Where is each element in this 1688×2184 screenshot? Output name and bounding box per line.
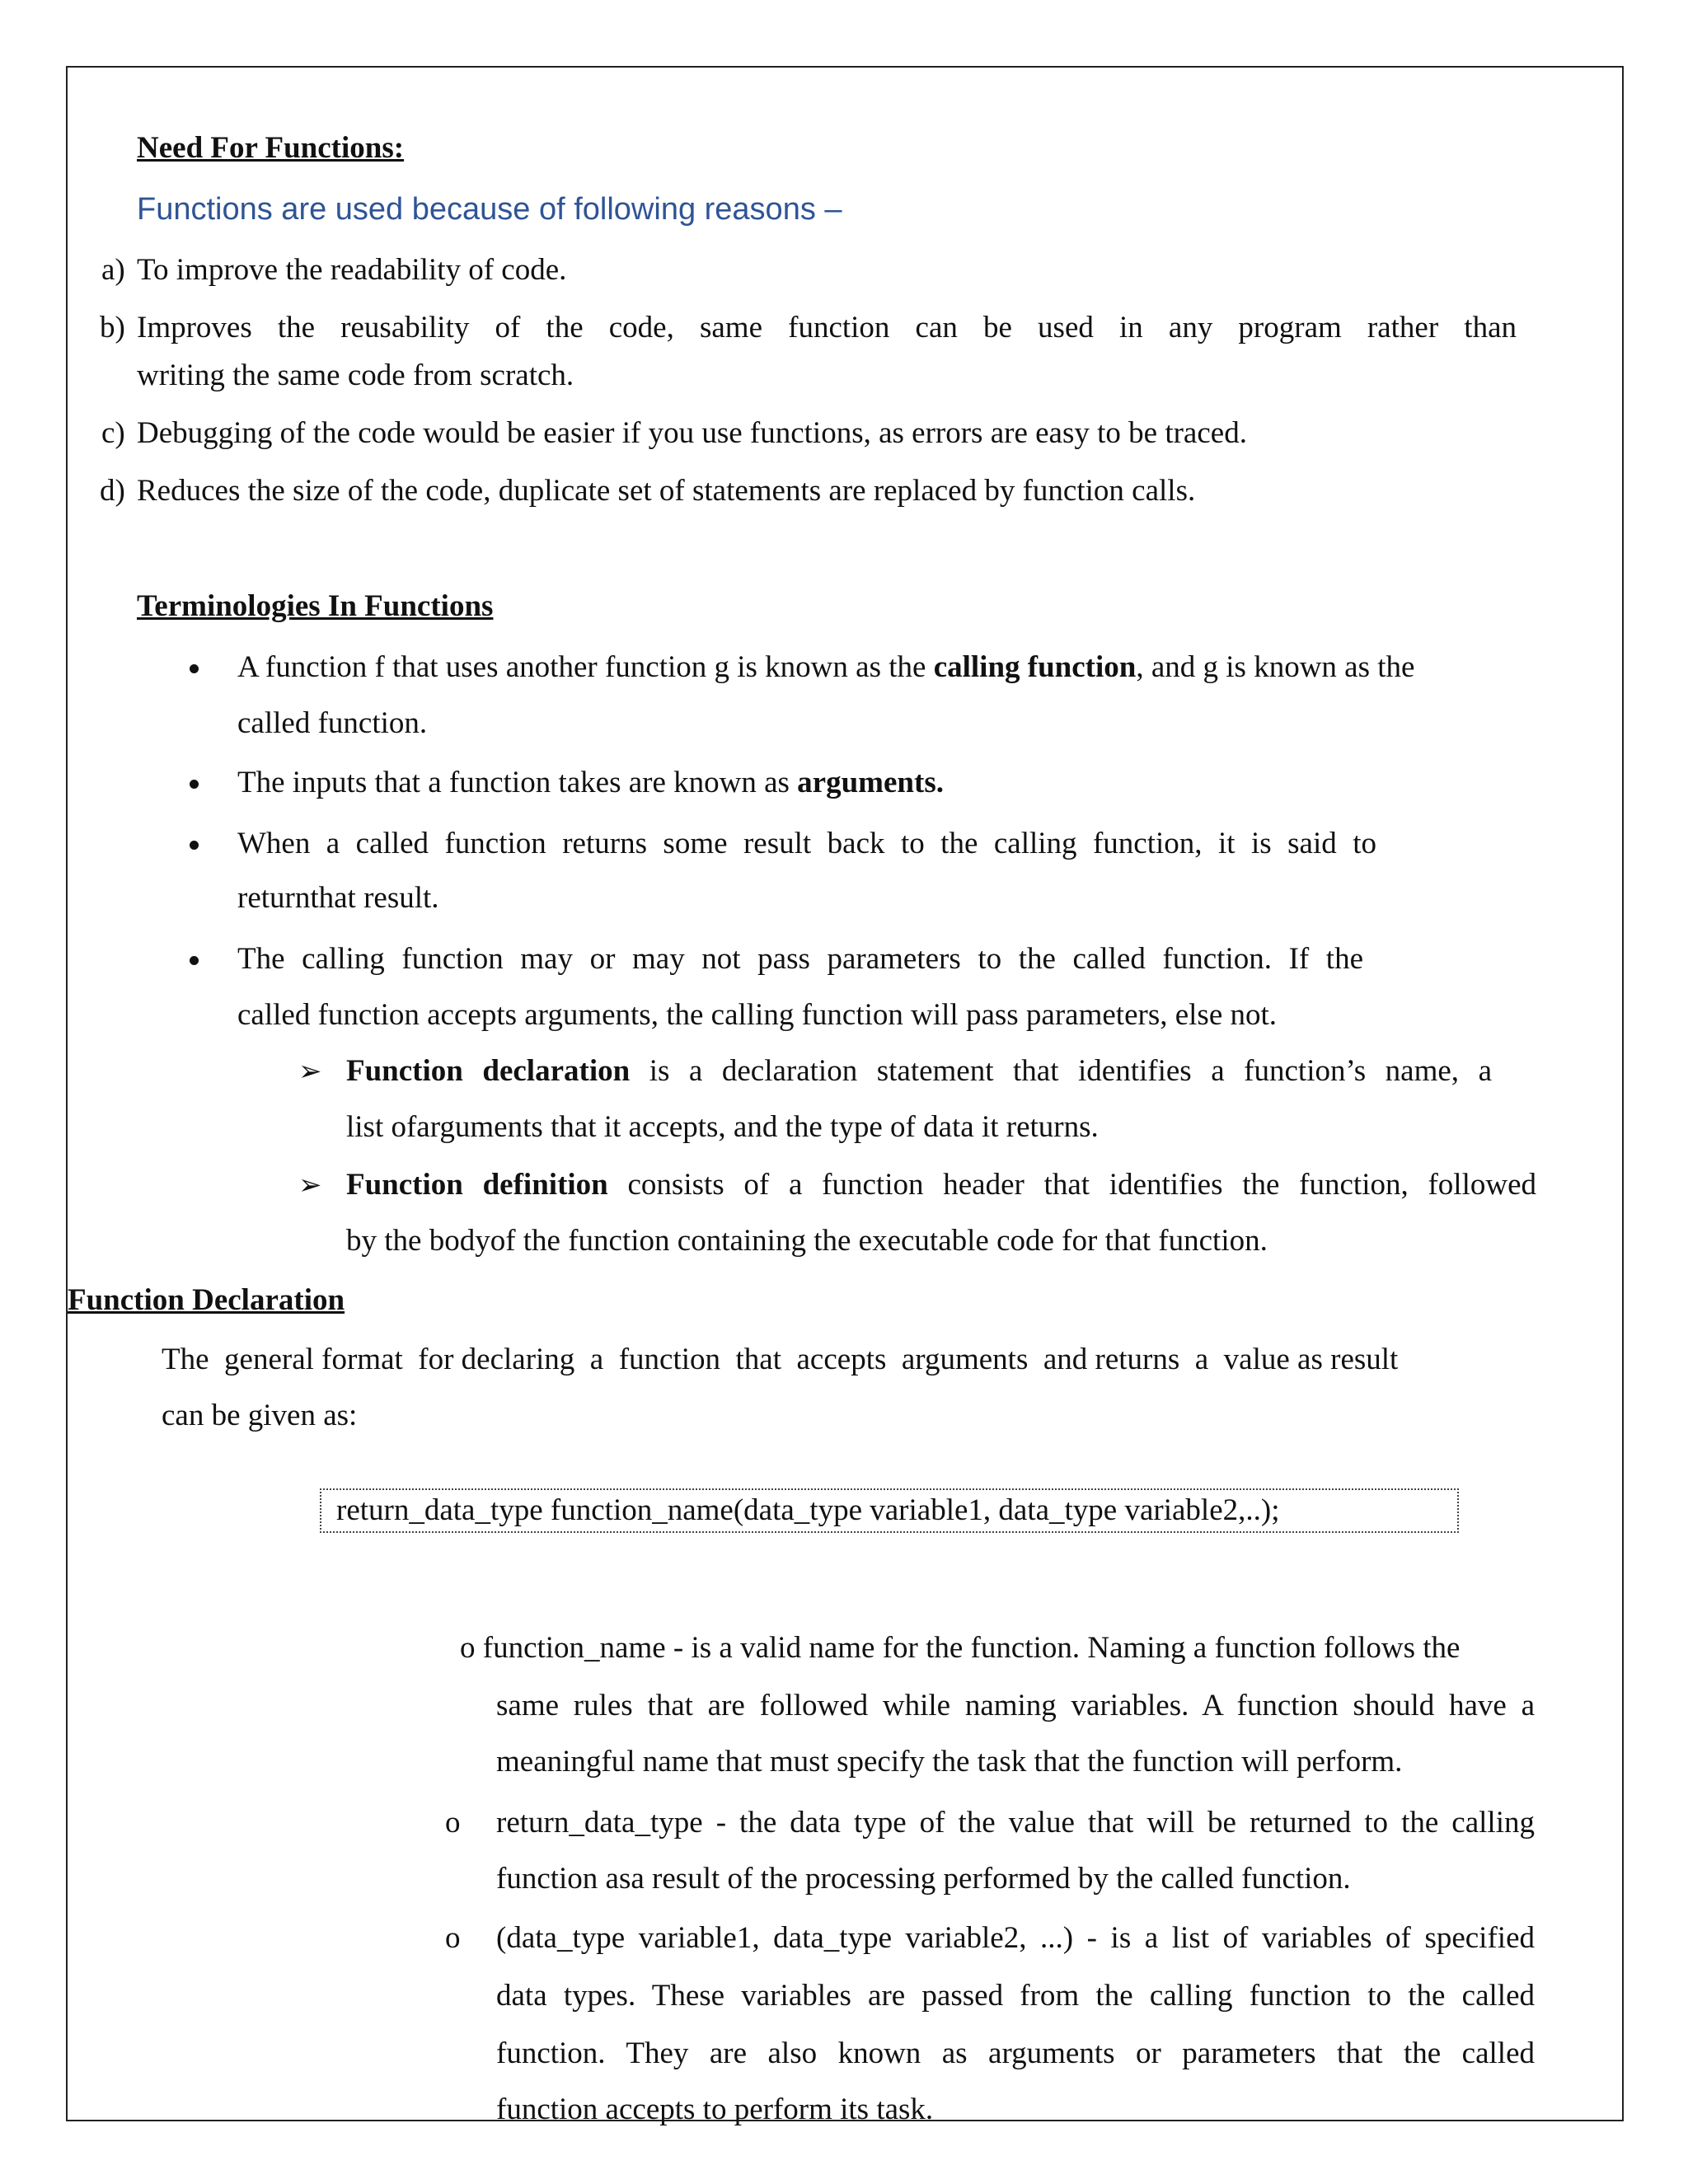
terminology-bullet-3-line2: returnthat result. xyxy=(237,881,439,915)
terminology-bullet-4-line2: called function accepts arguments, the calling function will pass parameters, else not. xyxy=(237,998,1278,1032)
point-3-line4: function accepts to perform its task. xyxy=(496,2093,934,2126)
list-item-d: Reduces the size of the code, duplicate set of statements are replaced by function calls. xyxy=(137,474,1196,508)
section-subheading: Functions are used because of following reasons – xyxy=(137,192,842,227)
point-2-line2: function asa result of the processing performed by the called function. xyxy=(496,1862,1351,1896)
list-item-b-line1: Improves the reusability of the code, same function can be used in any program rather than xyxy=(137,311,1517,344)
list-item-a: To improve the readability of code. xyxy=(137,253,567,287)
bullet-icon xyxy=(190,956,199,965)
bullet-icon xyxy=(190,780,199,789)
arrow-bullet-icon: ➢ xyxy=(298,1055,322,1088)
list-marker-d: d) xyxy=(100,474,125,508)
section-heading-need-for-functions: Need For Functions: xyxy=(137,131,405,165)
terminology-bullet-3-line1: When a called function returns some result back to the calling function, it is said to xyxy=(237,827,1376,860)
point-3-marker: o xyxy=(445,1921,461,1955)
point-3-line1: (data_type variable1, data_type variable2, ...) - is a list of variables of specified xyxy=(496,1921,1535,1955)
section-heading-terminologies: Terminologies In Functions xyxy=(137,589,494,623)
terminology-bullet-2: The inputs that a function takes are known as arguments. xyxy=(237,766,944,799)
subpoint-definition-line2: by the bodyof the function containing the executable code for that function. xyxy=(346,1224,1268,1258)
subpoint-declaration-line1: Function declaration is a declaration statement that identifies a function’s name, a xyxy=(346,1054,1492,1088)
point-1-line1: o function_name - is a valid name for the function. Naming a function follows the xyxy=(460,1631,1461,1665)
bullet-icon xyxy=(190,841,199,850)
terminology-bullet-1-line1: A function f that uses another function g is known as the calling function, and g is known as the xyxy=(237,650,1415,684)
list-marker-c: c) xyxy=(101,416,125,450)
point-1-line3: meaningful name that must specify the task that the function will perform. xyxy=(496,1745,1403,1779)
declaration-paragraph-line1: The general format for declaring a function that accepts arguments and returns a value as result xyxy=(162,1343,1399,1376)
list-marker-b: b) xyxy=(100,311,125,344)
point-3-line3: function. They are also known as arguments or parameters that the called xyxy=(496,2036,1535,2070)
section-heading-function-declaration: Function Declaration xyxy=(68,1283,345,1317)
point-2-marker: o xyxy=(445,1806,461,1840)
point-2-line1: return_data_type - the data type of the value that will be returned to the calling xyxy=(496,1806,1535,1840)
arrow-bullet-icon: ➢ xyxy=(298,1169,322,1202)
point-3-line2: data types. These variables are passed from the calling function to the called xyxy=(496,1979,1535,2013)
subpoint-definition-line1: Function definition consists of a function header that identifies the function, followed xyxy=(346,1168,1536,1202)
point-1-line2: same rules that are followed while naming variables. A function should have a xyxy=(496,1689,1535,1722)
term-calling-function: calling function xyxy=(933,650,1137,684)
list-item-b-line2: writing the same code from scratch. xyxy=(137,359,574,392)
list-marker-a: a) xyxy=(101,253,125,287)
declaration-syntax-box: return_data_type function_name(data_type variable1, data_type variable2,..); xyxy=(320,1488,1459,1533)
terminology-bullet-1-line2: called function. xyxy=(237,706,428,740)
declaration-paragraph-line2: can be given as: xyxy=(162,1399,358,1432)
term-function-declaration: Function declaration xyxy=(346,1054,631,1088)
list-item-c: Debugging of the code would be easier if you use functions, as errors are easy to be traced. xyxy=(137,416,1247,450)
term-arguments: arguments. xyxy=(797,766,944,799)
terminology-bullet-4-line1: The calling function may or may not pass parameters to the called function. If the xyxy=(237,942,1363,976)
term-function-definition: Function definition xyxy=(346,1168,608,1202)
bullet-icon xyxy=(190,664,199,673)
subpoint-declaration-line2: list ofarguments that it accepts, and the type of data it returns. xyxy=(346,1110,1099,1144)
